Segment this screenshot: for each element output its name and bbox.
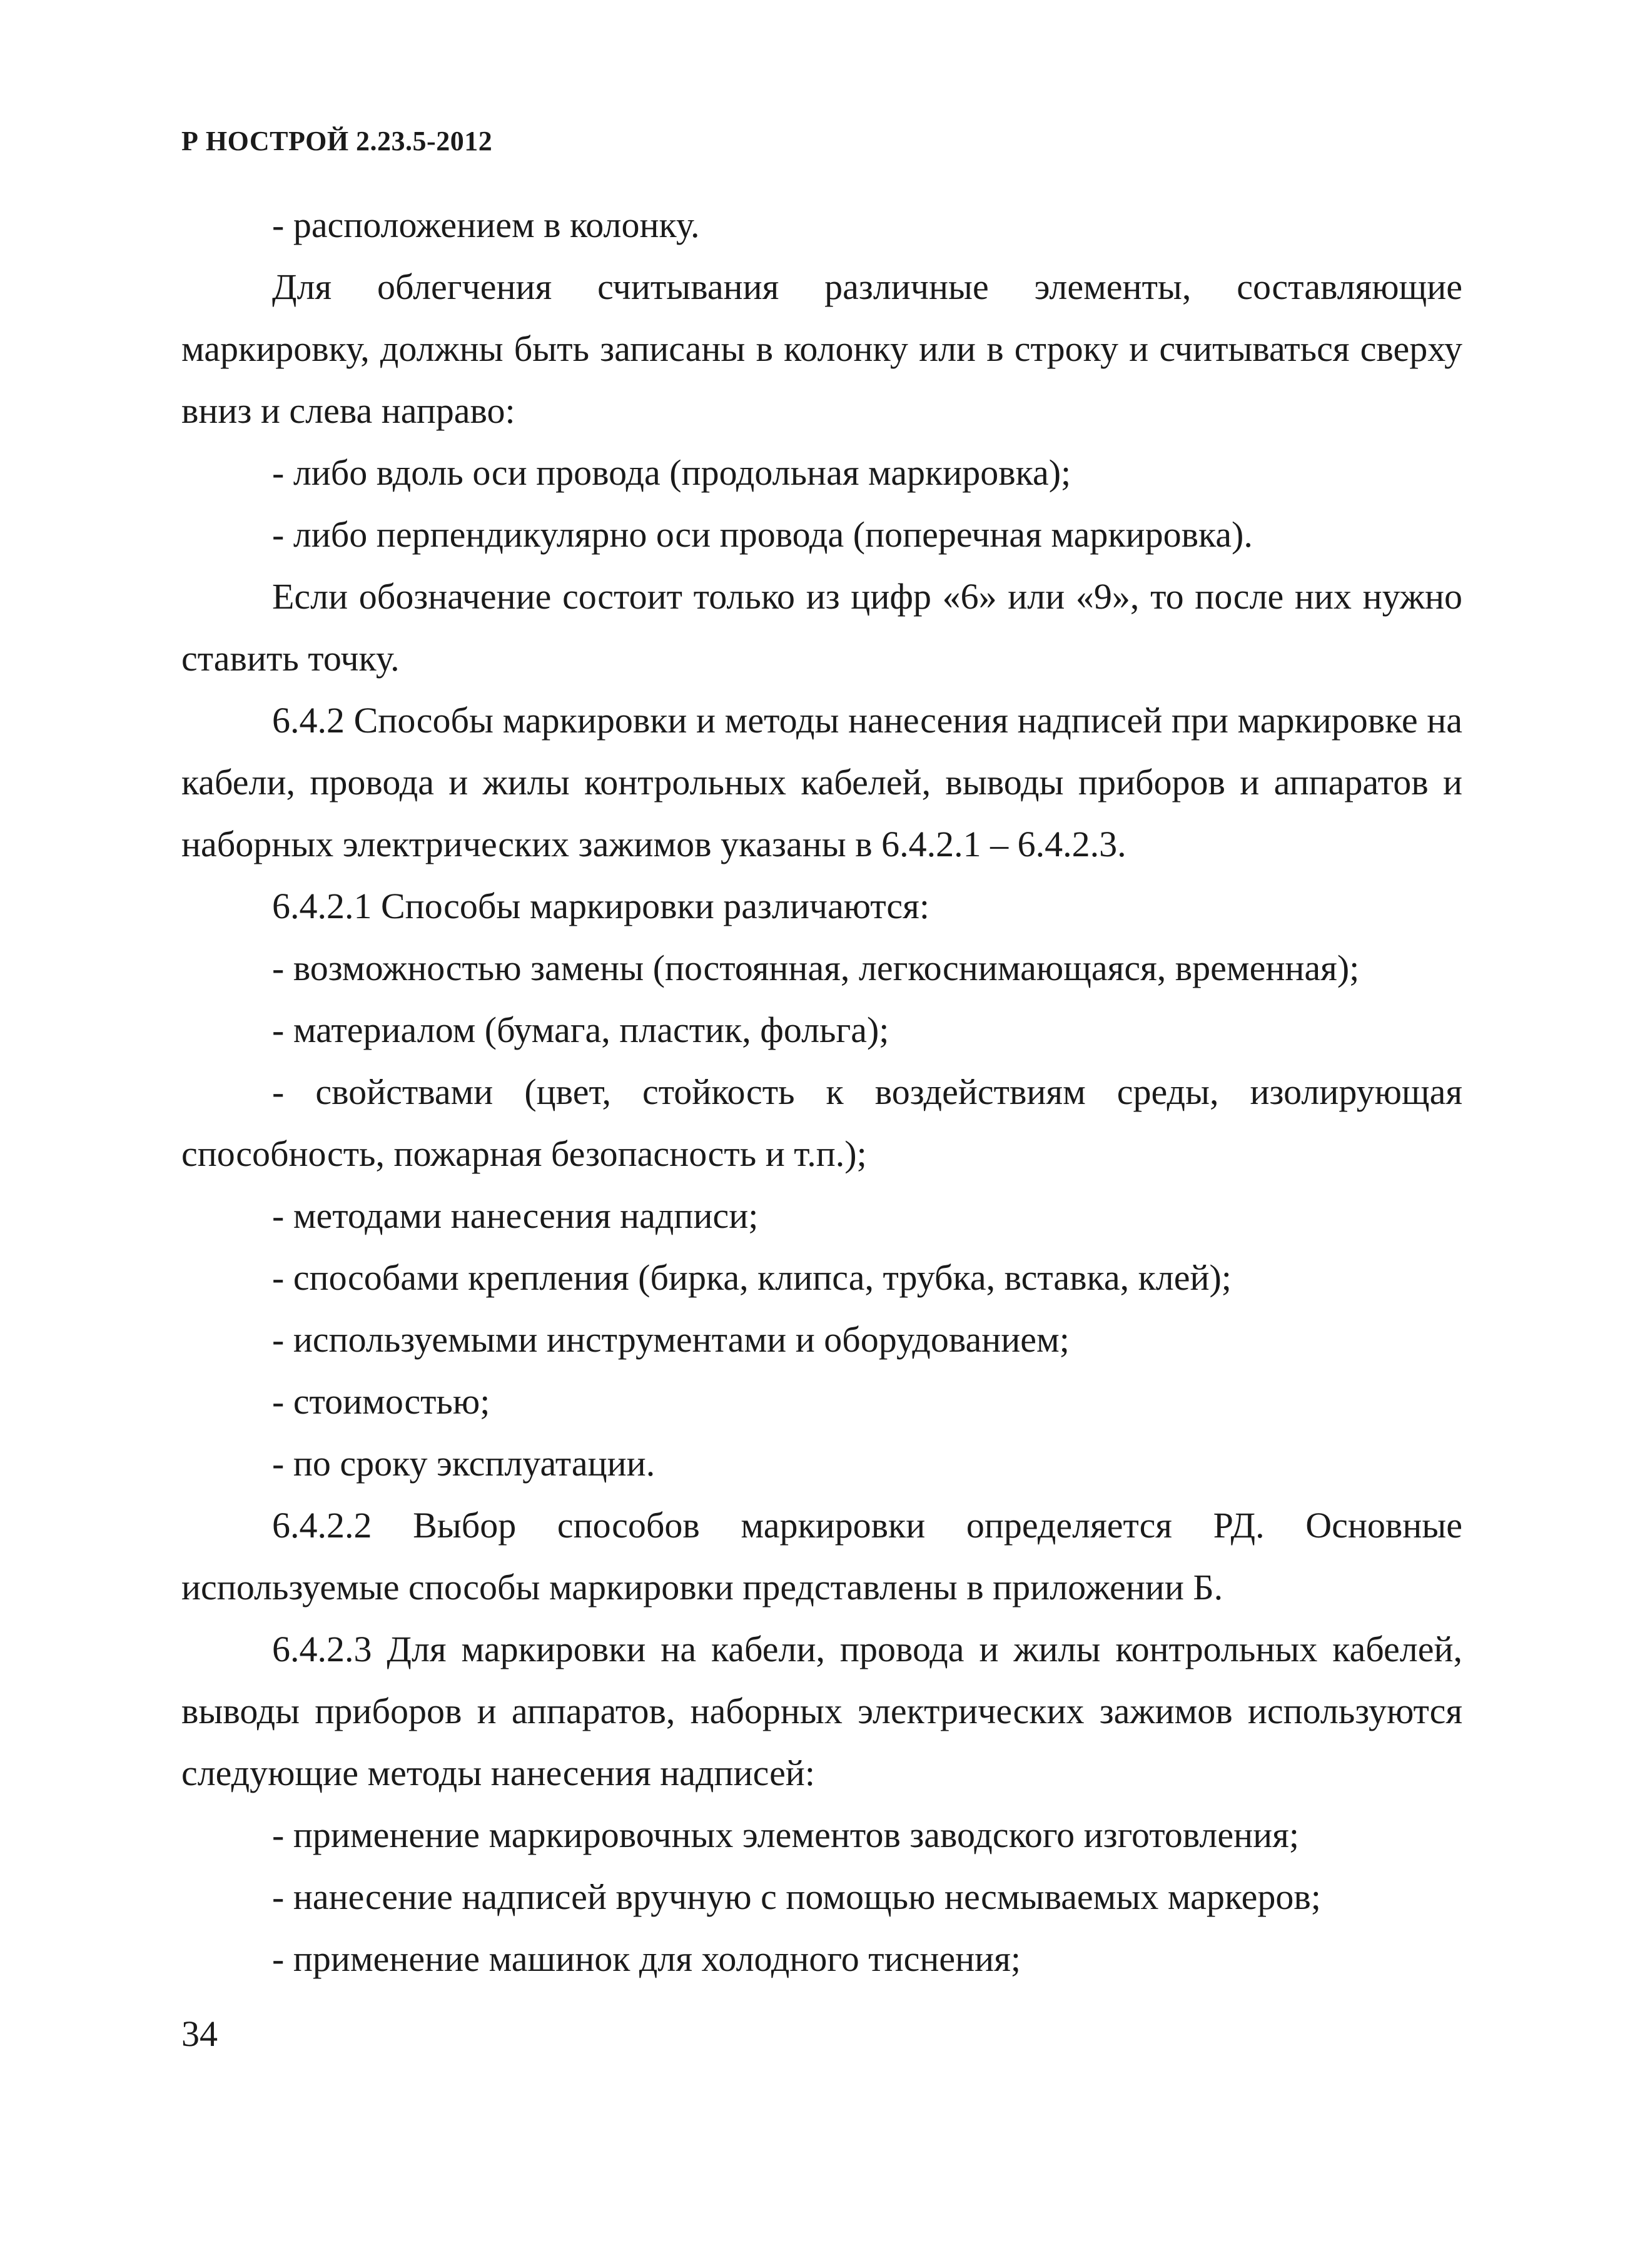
- paragraph: - применение машинок для холодного тиснения;: [272, 1938, 1021, 1979]
- paragraph: - стоимостью;: [272, 1381, 490, 1422]
- paragraph: - свойствами (цвет, стойкость к воздействиям среды, изолирующая способность, пожарная безопасность и т.п.);: [181, 1071, 1462, 1174]
- paragraph: 6.4.2 Способы маркировки и методы нанесения надписей при маркировке на кабели, провода и жилы контрольных кабелей, выводы приборов и аппаратов и наборных электрических зажимов указаны в 6.4.2.1 – 6.4.2.3.: [181, 700, 1462, 864]
- paragraph: - нанесение надписей вручную с помощью несмываемых маркеров;: [272, 1876, 1321, 1917]
- document-body: [181, 194, 1462, 1990]
- page-number: 34: [181, 2013, 218, 2054]
- paragraph: - расположением в колонку.: [272, 205, 700, 245]
- paragraph: Если обозначение состоит только из цифр «6» или «9», то после них нужно ставить точку.: [181, 576, 1462, 679]
- paragraph: - возможностью замены (постоянная, легкоснимающаяся, временная);: [272, 948, 1360, 988]
- paragraph: - используемыми инструментами и оборудованием;: [272, 1319, 1070, 1360]
- paragraph: - методами нанесения надписи;: [272, 1195, 759, 1236]
- paragraph: Для облегчения считывания различные элементы, составляющие маркировку, должны быть записаны в колонку или в строку и считываться сверху вниз и слева направо:: [181, 266, 1462, 431]
- document-code-header: Р НОСТРОЙ 2.23.5-2012: [181, 126, 493, 156]
- paragraph: - материалом (бумага, пластик, фольга);: [272, 1010, 889, 1050]
- paragraph: 6.4.2.2 Выбор способов маркировки определяется РД. Основные используемые способы маркировки представлены в приложении Б.: [181, 1505, 1462, 1607]
- paragraph: - применение маркировочных элементов заводского изготовления;: [272, 1815, 1299, 1855]
- paragraph: - либо перпендикулярно оси провода (поперечная маркировка).: [272, 514, 1253, 555]
- paragraph: 6.4.2.3 Для маркировки на кабели, провода и жилы контрольных кабелей, выводы приборов и аппаратов, наборных электрических зажимов используются следующие методы нанесения надписей:: [181, 1629, 1462, 1793]
- paragraph: - либо вдоль оси провода (продольная маркировка);: [272, 452, 1071, 493]
- paragraph: - способами крепления (бирка, клипса, трубка, вставка, клей);: [272, 1257, 1232, 1298]
- paragraph: - по сроку эксплуатации.: [272, 1443, 656, 1484]
- paragraph: 6.4.2.1 Способы маркировки различаются:: [272, 886, 929, 926]
